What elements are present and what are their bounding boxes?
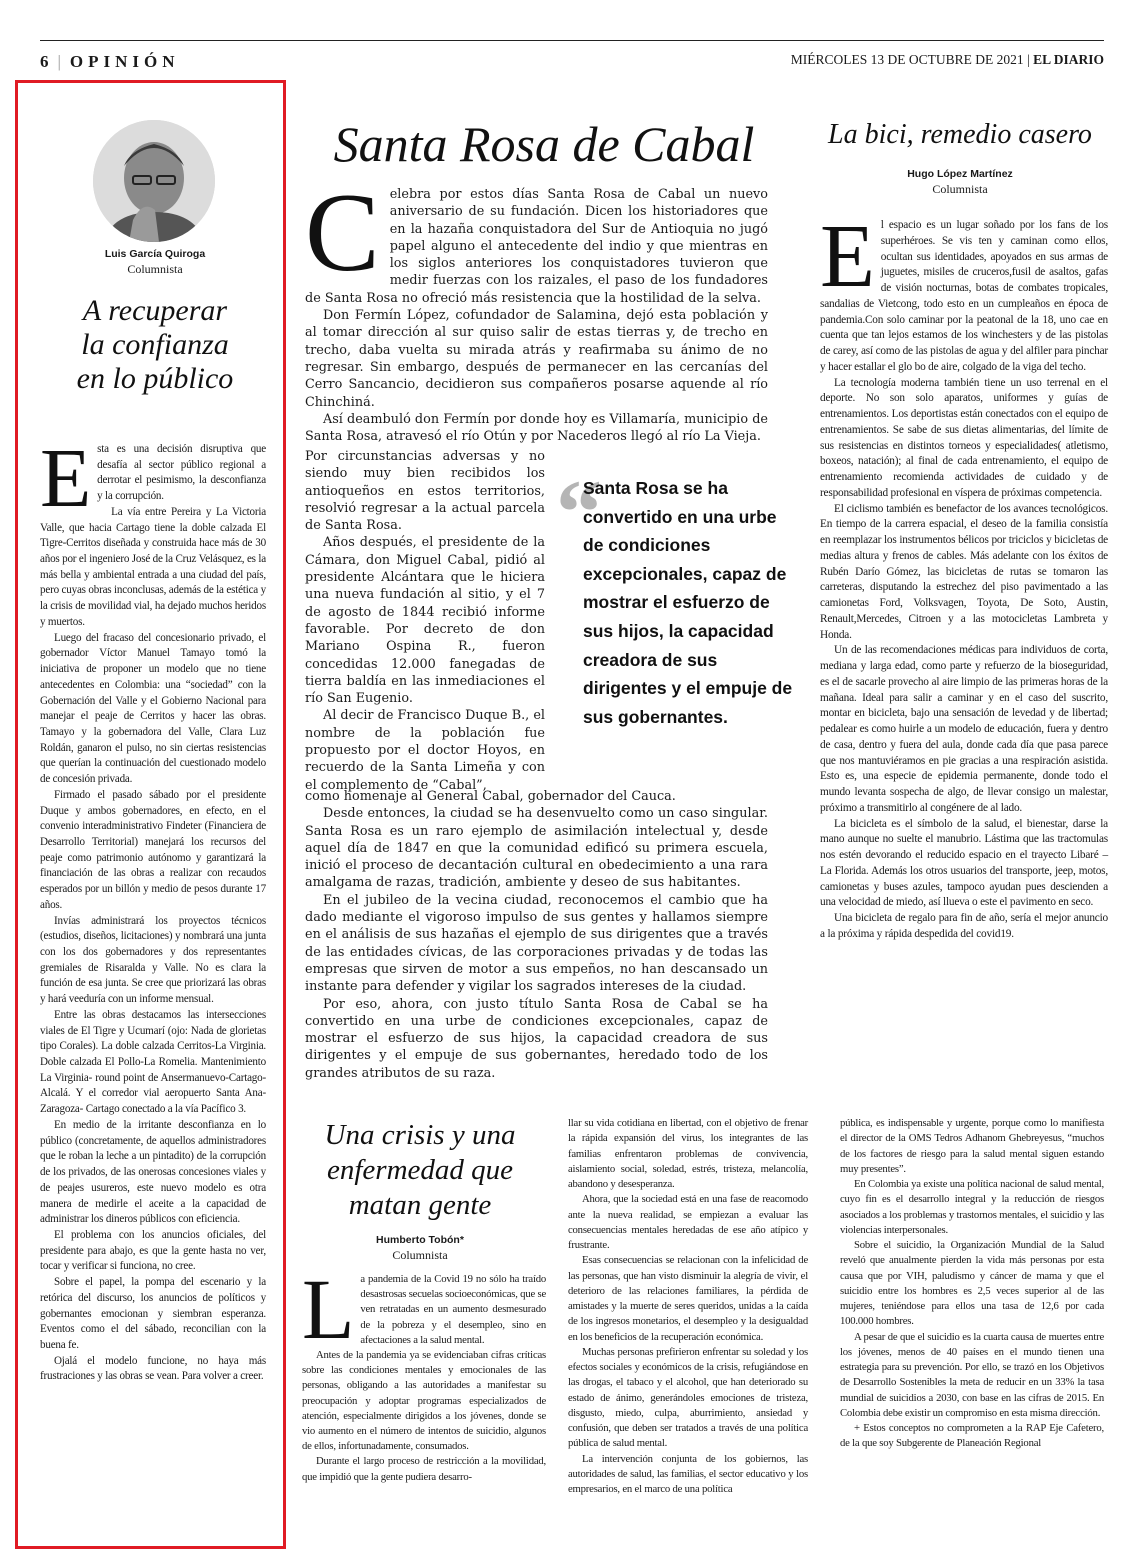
author-role-bottom: Columnista xyxy=(392,1248,448,1262)
author-role-right: Columnista xyxy=(932,182,988,196)
author-photo xyxy=(93,120,215,242)
paragraph: En el jubileo de la vecina ciudad, reconocemos el cambio que ha dado mediante el vigoroso impulso de sus gentes y hallamos siempre en el análisis de sus hazañas el ejemplo de sus dirigentes que a través de las entidades cívicas, de las corporaciones privadas y de todas las empresas que sirven de motor a sus empeños, no han descansado un instante para defender y vigilar los sagrados intereses de la ciudad. xyxy=(305,892,768,995)
article-bottom-col3 xyxy=(840,1116,1104,1452)
paragraph: + Estos conceptos no comprometen a la RAP Eje Cafetero, de la que soy Subgerente de Planeación Regional xyxy=(840,1422,1104,1450)
author-name-bottom: Humberto Tobón* xyxy=(376,1234,464,1246)
paragraph: Sobre el papel, la pompa del escenario y la retórica del discurso, los anuncios de políticos y gobernantes emocionan y siembran esperanza. Eventos como el del sábado, reconcilian con la buena fe. xyxy=(40,1276,266,1351)
paragraph: Años después, el presidente de la Cámara, don Miguel Cabal, pidió al presidente Alcántara que le hiciera una nueva fundación al sitio, y el 7 de agosto de 1844 recibió informe favorable. Por decreto de don Mariano Ospina R., fueron concedidas 12.000 fanegadas de tierra baldía en las inmediaciones el río San Eugenio. xyxy=(305,535,545,707)
paragraph: llar su vida cotidiana en libertad, con el objetivo de frenar la rápida expansión del virus, los integrantes de las familias enfrentaron problemas de convivencia, aislamiento social, soledad, estrés, tristeza, melancolía, abandono y desesperanza. xyxy=(568,1117,808,1190)
section-name: OPINIÓN xyxy=(69,52,180,71)
paragraph: Por circunstancias adversas y no siendo muy bien recibidos los antioqueños en estos territorios, resolvió regresar a la actual parcela de Santa Rosa. xyxy=(305,449,545,534)
author-name-left: Luis García Quiroga xyxy=(104,248,206,260)
headline-bottom xyxy=(300,1118,540,1223)
paragraph: Sobre el suicidio, la Organización Mundial de la Salud reveló que anualmente pierden la vida más personas por esta causa que por VIH, paludismo y cáncer de mama y que el suicidio entre los hombres es 2,5 veces superior al de las mujeres, teniéndose para ellos una tasa de 12,6 por cada 100.000 hombres. xyxy=(840,1239,1104,1328)
paragraph: La tecnología moderna también tiene un uso terrenal en el deporte. No son solo aparatos, uniformes y guías de entrenamientos. Los deportistas están conectados con el equipo de entrenamientos. Se sabe de sus dietas alimentarias, del límite de sus resistencias en distintos torneos y especialidades( atletismo, boxeos, natación); al final de cada entrenamiento, el equipo de entrenamiento recomienda actividades de cuidado y de responsabilidad profesional en víspera de próximas competencia. xyxy=(820,376,1108,499)
headline-left-line: la confianza xyxy=(81,328,229,361)
paragraph: Al decir de Francisco Duque B., el nombre de la población fue propuesto por el doctor Hoyos, en recuerdo de la Santa Limeña y con el complemento de “Cabal”, xyxy=(305,708,545,793)
paragraph: Desde entonces, la ciudad se ha desenvuelto como un caso singular. Santa Rosa es un raro ejemplo de asimilación intelectual y, desde aquel día de 1847 en que la comunidad edificó su primera escuela, inició el proceso de decantación cultural en obedecimiento a una rara amalgama de razas, tradición, ambiente y deseo de sus habitantes. xyxy=(305,806,768,891)
paragraph: Una bicicleta de regalo para fin de año, sería el mejor anuncio a la próxima y rápida despedida del covid19. xyxy=(820,912,1108,940)
paragraph: Así deambuló don Fermín por donde hoy es Villamaría, municipio de Santa Rosa, atravesó el río Otún y por Nacederos llegó al río La Vieja. xyxy=(305,411,768,445)
headline-bottom-line: matan gente xyxy=(348,1189,492,1221)
headline-center: Santa Rosa de Cabal xyxy=(333,116,755,172)
paragraph: Entre las obras destacamos las intersecciones viales de El Tigre y Ucumarí (ojo: Nada de glorietas tipo Corales). La doble calzada Cerritos-La Virginia. Doble calzada El Pollo-La Romelia. Mantenimiento La Virginia- round point de Ansermanuevo-Cartago-Alcalá. Y el corredor vial aeropuerto Santa Ana- Zaragoza- Cartago conectado a la vía Pacífico 3. xyxy=(40,1008,266,1116)
paragraph: El ciclismo también es benefactor de los avances tecnológicos. En tiempo de la carrera espacial, el deseo de la familia consistía en reemplazar los instrumentos bélicos por triciclos y bicicletas de medias altura y frenos de cables. Más adelante con los éxitos de Rubén Darío Gómez, las bicicletas de rutas se tomaron las carreteras, disputando la estrechez del piso pavimentado a las camionetas Ford, Volksvagen, Toyota, De Soto, Austin, Renault,Mercedes, Citroen y a las motocicletas Lambreta y Honda. xyxy=(820,502,1108,641)
article-right-body xyxy=(820,207,1108,943)
headline-bottom-line: Una crisis y una xyxy=(324,1119,516,1151)
quote-mark-icon: “ xyxy=(556,461,602,563)
headline-bottom-line: enfermedad que xyxy=(326,1154,514,1186)
paragraph: Don Fermín López, cofundador de Salamina, dejó esta población y al tomar dirección al sur quiso salir de estas tierras y, de trecho en trecho, daba vuelta su mirada atrás y reafirmaba su ánimo de no regresar. Sin embargo, después de permanecer en las cercanías del Cerro Sancancio, decidieron sus compañeros posarse aquende al río Chinchiná. xyxy=(305,308,768,410)
headline-left-line: A recuperar xyxy=(82,294,228,327)
article-left-body xyxy=(40,432,266,1385)
paragraph: a pandemia de la Covid 19 no sólo ha traído desastrosas secuelas socioeconómicas, que se ven retratadas en un aumento desmesurado de la pobreza y el desempleo, sino en afectaciones a la salud mental. xyxy=(360,1273,546,1346)
paragraph: elebra por estos días Santa Rosa de Cabal un nuevo aniversario de su fundación. Dicen los historiadores que en la hazaña conquistadora del Sur de Antioquia no jugó papel alguno el antecedente del indio y que mientras en los siglos anteriores los conquistadores tuvieron que medir fuerzas con los raizales, el paso de los fundadores de Santa Rosa no ofreció más resistencia que la hostilidad de la selva. xyxy=(305,187,768,306)
paragraph: El problema con los anuncios oficiales, del presidente para abajo, es que la gente hasta no ver, tocar y verificar si funciona, no cree. xyxy=(40,1228,266,1273)
paragraph: A pesar de que el suicidio es la cuarta causa de muertes entre los jóvenes, menos de 40 países en el mundo tienen una estrategia para su prevención. Por ello, se trazó en los Objetivos de Desarrollo Sostenibles la meta de reducir en un 33% la tasa mundial de suicidios a 2030, con base en las cifras de 2015. En Colombia debe existir un compromiso en esta misma dirección. xyxy=(840,1330,1104,1419)
article-center-body-bottom xyxy=(305,788,768,1082)
paragraph: Ojalá el modelo funcione, no haya más frustraciones y las obras se vean. Para volver a creer. xyxy=(40,1354,266,1383)
article-center-body-top xyxy=(305,171,768,445)
paragraph: Muchas personas prefirieron enfrentar su soledad y los efectos sociales y económicos de la crisis, refugiándose en las drogas, el tabaco y el alcohol, que han deteriorado su estado de ánimo, generándoles emociones de tristeza, disgusto, miedo, culpa, aburrimiento, ansiedad y confusión, que deben ser tratados a través de una política pública de salud mental. xyxy=(568,1345,808,1450)
masthead-left xyxy=(40,52,180,72)
paragraph: pública, es indispensable y urgente, porque como lo manifiesta el director de la OMS Tedros Adhanom Ghebreyesus, “muchos de los factores de riesgo para la salud mental siguen estando muy presentes”. xyxy=(840,1117,1104,1175)
paragraph: sta es una decisión disruptiva que desafía al sector público regional a derrotar el pesimismo, la desconfianza y la corrupción. xyxy=(97,443,266,503)
paragraph: Esas consecuencias se relacionan con la infelicidad de las personas, que han visto disminuir la alegría de vivir, el deterioro de las relaciones familiares, la pérdida de amistades y la muerte de seres queridos, unidas a la caída de los ingresos monetarios, el desempleo y la desigualdad en los beneficios de la recuperación económica. xyxy=(568,1254,808,1343)
author-name-right: Hugo López Martínez xyxy=(907,168,1013,180)
paragraph: Antes de la pandemia ya se evidenciaban cifras críticas sobre las condiciones mentales y emocionales de las personas, obligando a las autoridades a manifestar su preocupación y adoptar programas especializados de atención, especialmente dirigidos a los jóvenes, donde se vio aumento en el número de intentos de suicidio, algunos de ellos, infortunadamente, consumados. xyxy=(302,1349,546,1453)
paragraph: Ahora, que la sociedad está en una fase de reacomodo ante la nueva realidad, se empiezan a evaluar las consecuencias mentales heredadas de ese año atípico y frustrante. xyxy=(568,1193,808,1251)
headline-right: La bici, remedio casero xyxy=(828,119,1092,150)
paragraph: Durante el largo proceso de restricción a la movilidad, que impidió que la gente pudiera desarro- xyxy=(302,1455,546,1483)
masthead-separator: | xyxy=(57,52,64,71)
headline-left xyxy=(40,294,270,396)
paragraph: En Colombia ya existe una política nacional de salud mental, cuyo fin es el desarrollo integral y la reducción de riesgos asociados a los problemas y trastornos mentales, el suicidio y las violencias interpersonales. xyxy=(840,1178,1104,1236)
article-bottom-col1 xyxy=(302,1261,546,1485)
paragraph: La bicicleta es el símbolo de la salud, el bienestar, darse la mano aunque no suelte el manubrio. Lástima que las tractomulas nos estén devorando el reducido espacio en el trayecto Libaré – La Florida. Además los otros usuarios del transporte, jeep, motos, camionetas y buses azules, tampoco ayudan pues descienden a una velocidad de miedo, así llueva o este el pavimento en seco. xyxy=(820,817,1108,909)
masthead-right xyxy=(791,52,1104,68)
paragraph: Invías administrará los proyectos técnicos (estudios, diseños, licitaciones) y nombrará una junta con los dos gobernadores y dos representantes gremiales de Risaralda y Valle. No es clara la función de esa junta. Se cree que priorizará las obras y hará veeduría con un informe mensual. xyxy=(40,914,266,1006)
author-role-left: Columnista xyxy=(127,262,183,276)
paragraph: La intervención conjunta de los gobiernos, las autoridades de salud, las familias, el sector educativo y los empresarios, en el marco de una política xyxy=(568,1452,808,1495)
paragraph: l espacio es un lugar soñado por los fans de los superhéroes. Se vis ten y caminan como ellos, ocultan sus identidades, apoyados en sus armas de juguetes, misiles de cruceros,fusil de asaltos, gafas de visión nocturnas, botas de combates tropicales, sandalias de Vietcong, todo esto en un cumpleaños en época de pandemia.Con solo caminar por la peatonal de la 18, uno cae en cuenta que tan lejos estamos de los winchesters y de las pistolas de carey, así como de las pistolas de agua y del alfiler para pinchar y hacer estallar el glo bo de aire, colgado de la viga del techo. xyxy=(820,219,1108,373)
drop-cap-left: E xyxy=(40,432,92,525)
page-number: 6 xyxy=(40,52,52,71)
masthead-rule xyxy=(40,40,1104,41)
pull-quote: Santa Rosa se ha convertido en una urbe de condiciones excepcionales, capaz de mostrar el esfuerzo de sus hijos, la capacidad creadora de sus dirigentes y el empuje de sus gobernantes. xyxy=(583,478,793,727)
paragraph: Firmado el pasado sábado por el presidente Duque y ambos gobernadores, en efecto, en el convenio interadministrativo Findeter (Financiera de Desarrollo Territorial) manejará los recursos del peaje como patrimonio autónomo y garantizará la financiación de las obras a realizar con recaudos esperados por un billón y medio de pesos durante 17 años. xyxy=(40,788,266,911)
masthead-date-separator: | xyxy=(1027,52,1030,67)
drop-cap-center: C xyxy=(305,171,380,295)
headline-left-line: en lo público xyxy=(76,362,234,395)
paragraph: En medio de la irritante desconfianza en lo público (concretamente, de aquellos administradores que le roban la leche a un pintadito) de la corrupción de los privados, de las onerosas concesiones viales y de peajes usureros, este nuevo modelo es otra manera de medirle el aceite a la capacidad de administrar los dineros públicos con eficiencia. xyxy=(40,1118,266,1226)
paragraph: La vía entre Pereira y La Victoria Valle, que hacia Cartago tiene la doble calzada El Tigre-Cerritos diseñada y construida hace más de 30 años por el ingeniero José de la Cruz Velásquez, es la más bella y ambiental entrada a una ciudad del país, pero cuyas obras inconclusas, además de la estética y la crisis de movilidad vial, ha dejado muchos heridos y muertos. xyxy=(40,505,266,628)
drop-cap-right: E xyxy=(820,207,875,306)
paragraph: como homenaje al General Cabal, gobernador del Cauca. xyxy=(305,789,676,804)
newspaper-name: EL DIARIO xyxy=(1033,52,1104,67)
article-center-body-narrow xyxy=(305,448,545,794)
paragraph: Por eso, ahora, con justo título Santa Rosa de Cabal se ha convertido en una urbe de condiciones excepcionales, capaz de mostrar el esfuerzo de sus hijos, la capacidad creadora de sus dirigentes y el empuje de sus gobernantes, heredado todo de los grandes atributos de su raza. xyxy=(305,996,768,1081)
article-bottom-col2 xyxy=(568,1116,808,1497)
author-portrait-icon xyxy=(93,120,215,242)
issue-date: MIÉRCOLES 13 DE OCTUBRE DE 2021 xyxy=(790,52,1024,67)
paragraph: Un de las recomendaciones médicas para individuos de corta, mediana y larga edad, como parte y refuerzo de la bioseguridad, es el de sacarle provecho al aire limpio de las primeras horas de la mañana. Ideal para salir a caminar y en el caso del suscrito, montar en bicicleta, bajo una sensación de levedad y de libertad; pedalear es como huirle a un modelo de educación, fuera y dentro de casa, dentro y fuera del aula, donde cada día que pasa parece que nos mantuviéramos en pie gracias a una respiración asistida. Esto es, una especie de epidemia permanente, donde todo el mundo levanta sospecha de algo, de llevar consigo un malestar, próximo a transmitirlo al congénere de al lado. xyxy=(820,644,1108,814)
drop-cap-bottom: L xyxy=(302,1261,355,1357)
paragraph: Luego del fracaso del concesionario privado, el gobernador Víctor Manuel Tamayo tomó la iniciativa de proponer un modelo que no tiene antecedentes en Colombia: una “sociedad” con la Gobernación del Valle y el Gobierno Nacional para manejar el peaje de Cerritos y hacer las obras. Tamayo y la gobernadora del Valle, Clara Luz Roldán, ganaron el pulso, no sin ciertas resistencias que querían la continuación del cuestionado modelo de concesión privada. xyxy=(40,631,266,786)
